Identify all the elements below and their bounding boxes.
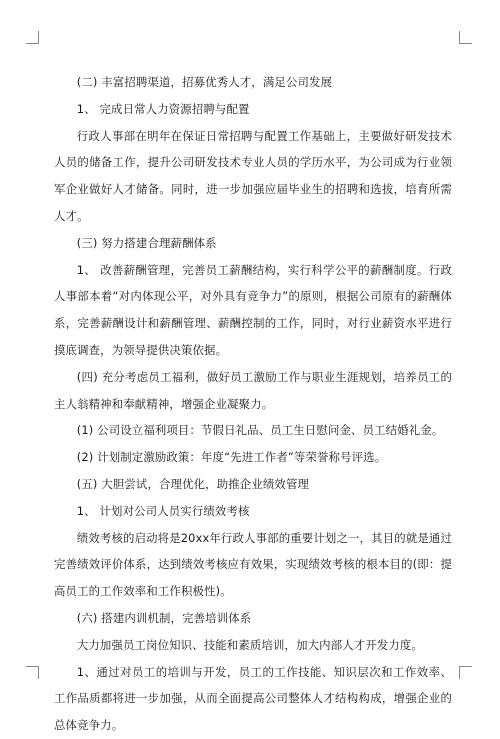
crop-mark-bottom-right: [459, 666, 472, 679]
section-heading: (二) 丰富招聘渠道，招募优秀人才，满足公司发展: [76, 75, 333, 89]
list-item: (1) 公司设立福利项目：节假日礼品、员工生日慰问金、员工结婚礼金。: [76, 423, 444, 438]
crop-mark-top-right: [459, 31, 472, 44]
crop-mark-top-left: [26, 31, 39, 44]
crop-mark-bottom-left: [26, 666, 39, 679]
section-heading: (三) 努力搭建合理薪酬体系: [76, 235, 217, 250]
section-heading: (四) 充分考虑员工福利，做好员工激励工作与职业生涯规划，培养员工的主人翁精神和奉献精神，增强企业凝聚力。: [54, 369, 452, 411]
list-item: (2) 计划制定激励政策：年度“先进工作者”等荣誉称号评选。: [76, 450, 387, 465]
body-paragraph: 大力加强员工岗位知识、技能和素质培训，加大内部人才开发力度。: [76, 637, 424, 652]
document-body: [54, 69, 452, 739]
body-paragraph: 1、 改善薪酬管理，完善员工薪酬结构，实行科学公平的薪酬制度。行政人事部本着“对内体现公平，对外具有竞争力”的原则，根据公司原有的薪酬体系，完善薪酬设计和薪酬管理、薪酬控制的工作，同时，对行业薪资水平进行摸底调查，为领导提供决策依据。: [54, 262, 452, 357]
body-paragraph: 1、通过对员工的培训与开发，员工的工作技能、知识层次和工作效率、工作品质都将进一步加强，从而全面提高公司整体人才结构构成，增强企业的总体竞争力。: [54, 664, 452, 733]
section-heading: (六) 搭建内训机制，完善培训体系: [76, 610, 252, 625]
subsection-heading: 1、 完成日常人力资源招聘与配置: [76, 101, 250, 116]
subsection-heading: 1、 计划对公司人员实行绩效考核: [76, 503, 250, 518]
body-paragraph: 绩效考核的启动将是20xx年行政人事部的重要计划之一，其目的就是通过完善绩效评价体系，达到绩效考核应有效果，实现绩效考核的根本目的(即：提高员工的工作效率和工作积极性)。: [54, 530, 452, 599]
body-paragraph: 行政人事部在明年在保证日常招聘与配置工作基础上，主要做好研发技术人员的储备工作，提升公司研发技术专业人员的学历水平，为公司成为行业领军企业做好人才储备。同时，进一步加强应届毕业生的招聘和选拔，培育所需人才。: [54, 128, 452, 223]
section-heading: (五) 大胆尝试，合理优化，助推企业绩效管理: [76, 476, 310, 491]
